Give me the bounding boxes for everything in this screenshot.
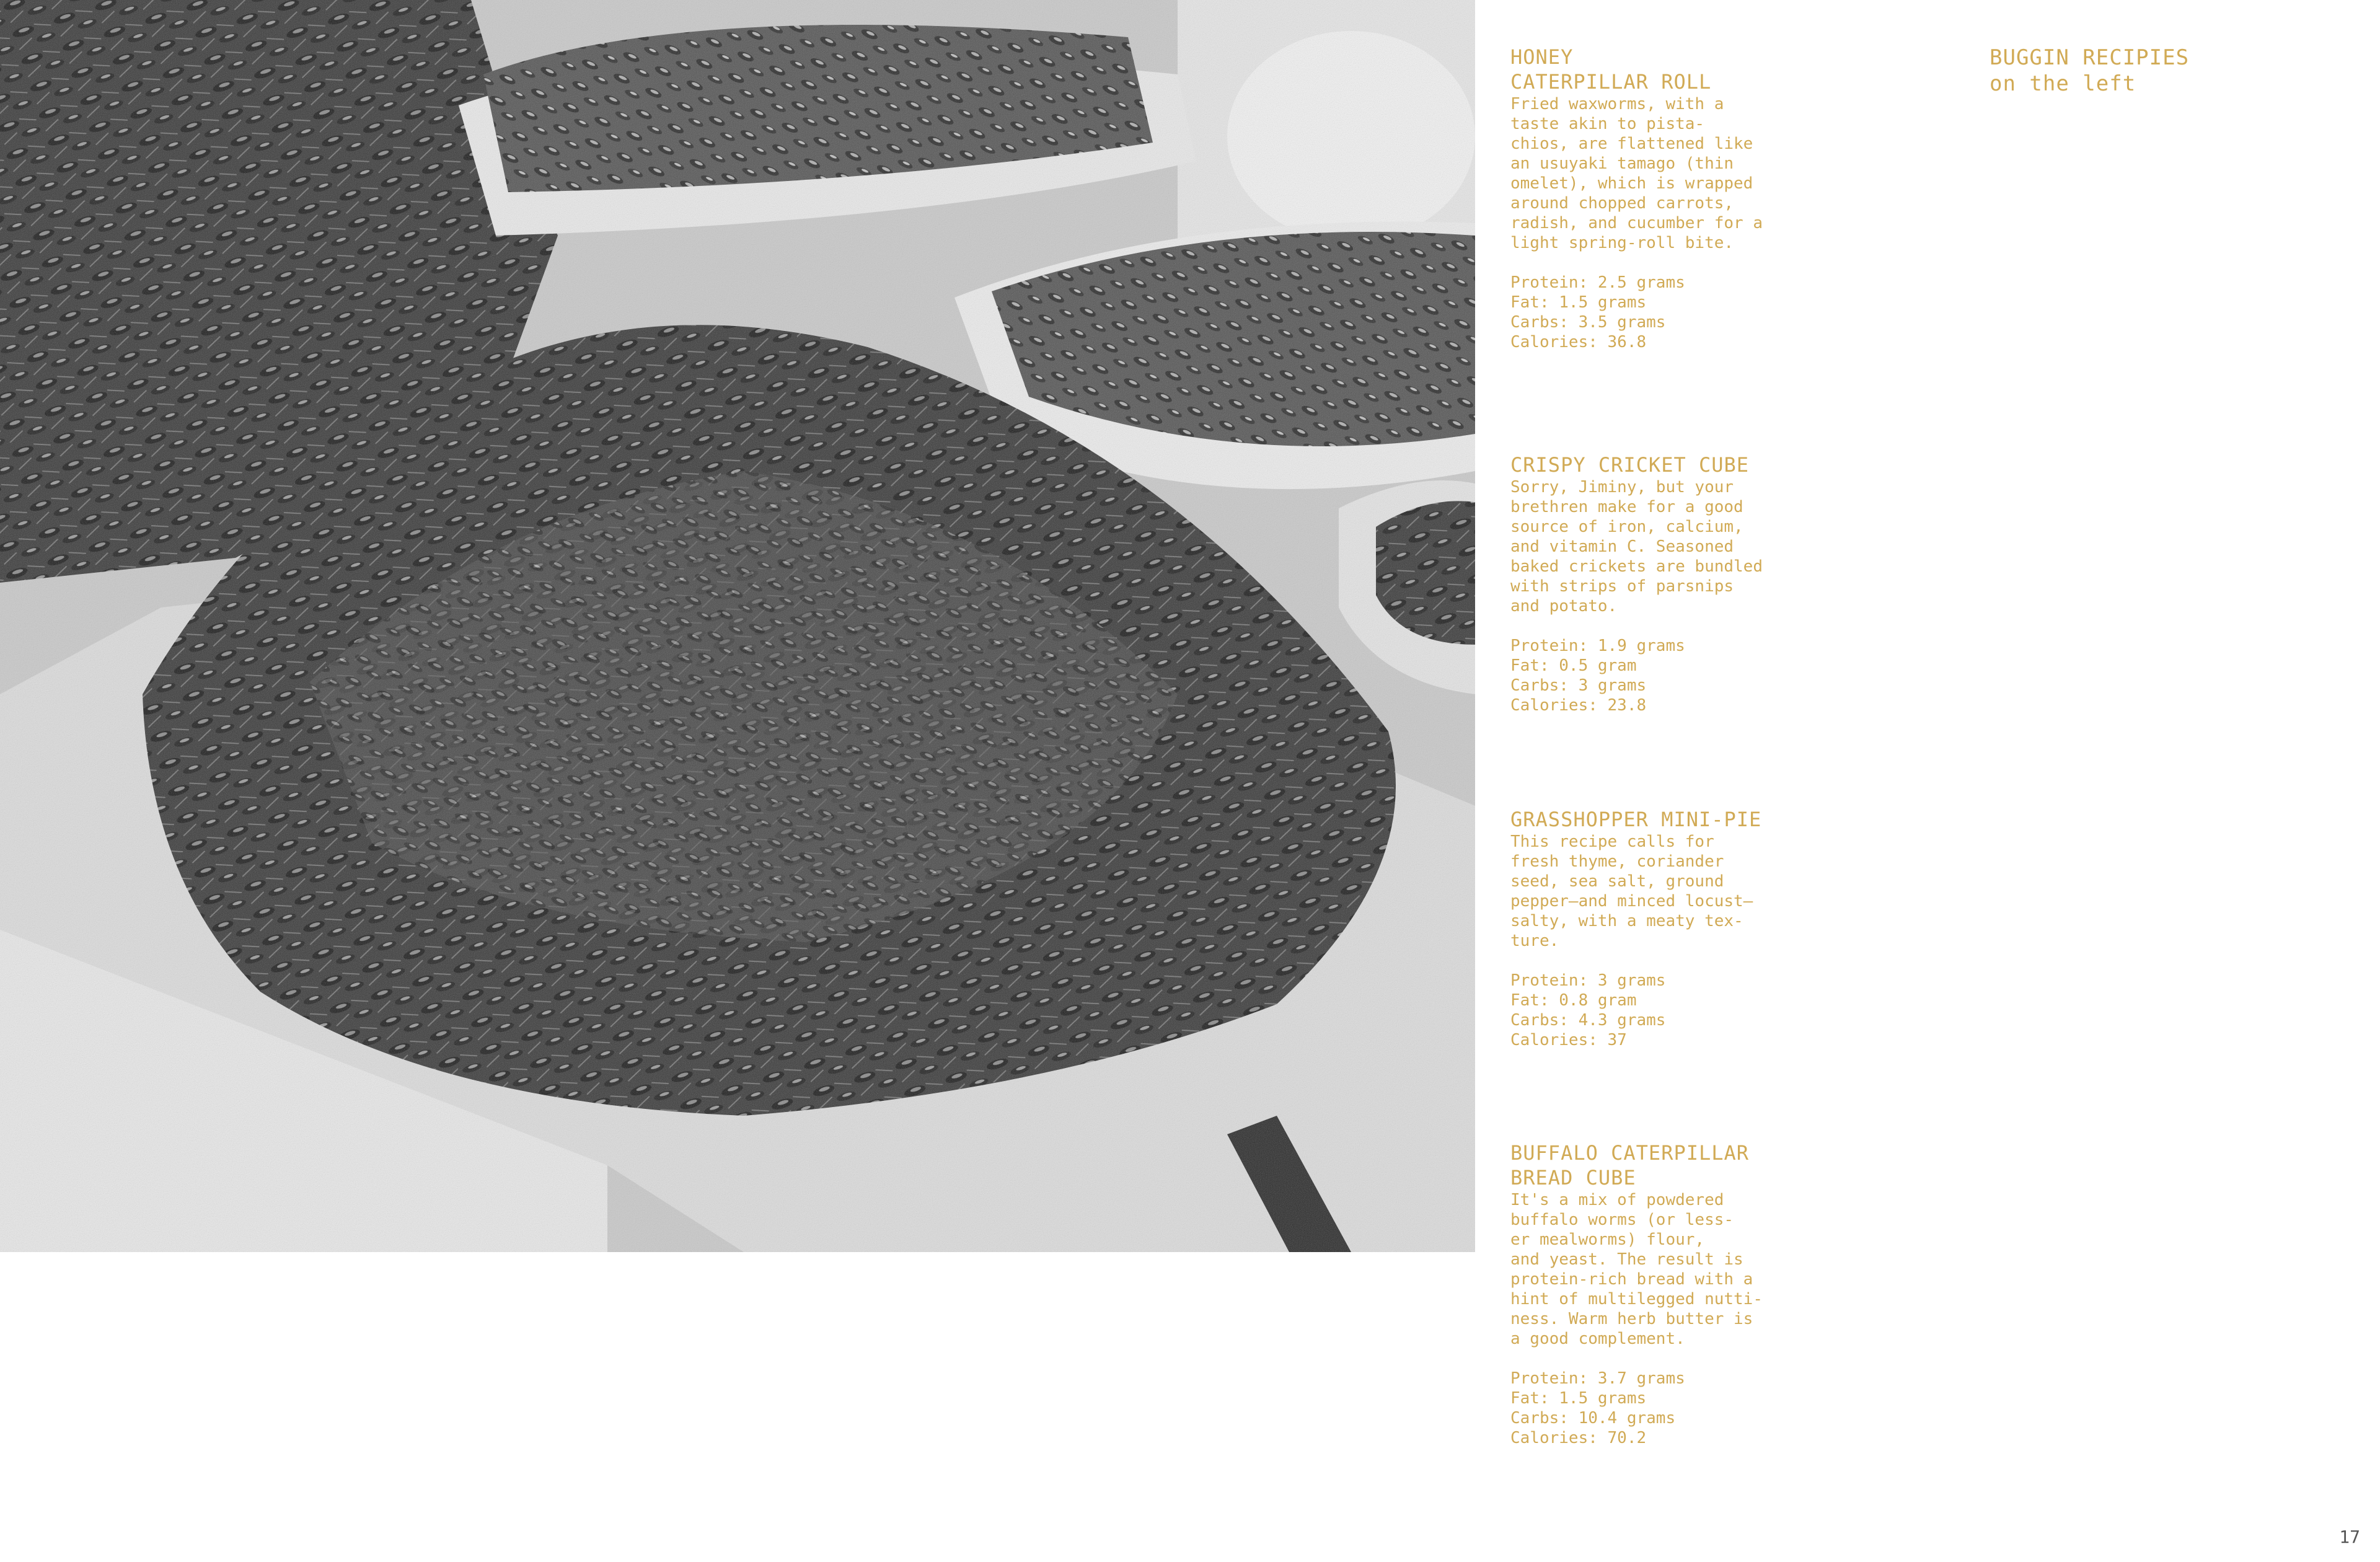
recipe-title: CRISPY CRICKET CUBE [1510,453,1750,477]
recipe-grasshopper-mini-pie [1510,807,1833,1050]
recipe-title: GRASSHOPPER MINI-PIE [1510,808,1762,831]
insect-market-photo [0,0,1475,1252]
nutrition-facts [1510,971,1833,1050]
nutrition-calories: Calories: 70.2 [1510,1429,1647,1447]
nutrition-carbs: Carbs: 4.3 grams [1510,1011,1666,1030]
recipe-description: It's a mix of powdered buffalo worms (or less- er mealworms) flour, and yeast. The result is protein-rich bread with a hint of multilegged nutti- ness. Warm herb butter is a good complement. [1510,1191,1763,1348]
nutrition-carbs: Carbs: 3 grams [1510,676,1647,695]
recipe-buffalo-caterpillar-bread-cube [1510,1141,1833,1448]
recipe-crispy-cricket-cube [1510,452,1833,715]
recipe-title: BUFFALO CATERPILLAR BREAD CUBE [1510,1141,1750,1189]
nutrition-facts [1510,1369,1833,1448]
section-title: BUGGIN RECIPIES [1990,45,2190,70]
nutrition-calories: Calories: 23.8 [1510,696,1647,715]
section-header [1990,45,2189,97]
nutrition-protein: Protein: 3 grams [1510,971,1666,990]
nutrition-fat: Fat: 1.5 grams [1510,293,1647,312]
nutrition-calories: Calories: 36.8 [1510,333,1647,351]
recipe-honey-caterpillar-roll [1510,45,1833,352]
nutrition-protein: Protein: 3.7 grams [1510,1369,1685,1388]
section-subtitle: on the left [1990,71,2136,96]
nutrition-facts [1510,636,1833,715]
nutrition-fat: Fat: 1.5 grams [1510,1389,1647,1408]
recipe-description: This recipe calls for fresh thyme, coriander seed, sea salt, ground pepper—and minced locust— salty, with a meaty tex- ture. [1510,832,1753,950]
photo-fried-insects-icon [0,0,1475,1252]
recipe-title: HONEY CATERPILLAR ROLL [1510,45,1712,94]
nutrition-carbs: Carbs: 10.4 grams [1510,1409,1676,1427]
nutrition-fat: Fat: 0.5 gram [1510,656,1637,675]
recipe-description: Fried waxworms, with a taste akin to pista- chios, are flattened like an usuyaki tamago (thin omelet), which is wrapped around chopped carrots, radish, and cucumber for a light spring-roll bite. [1510,95,1763,252]
nutrition-fat: Fat: 0.8 gram [1510,991,1637,1010]
nutrition-facts [1510,273,1833,352]
nutrition-protein: Protein: 1.9 grams [1510,637,1685,655]
nutrition-calories: Calories: 37 [1510,1031,1627,1049]
recipe-description: Sorry, Jiminy, but your brethren make for a good source of iron, calcium, and vitamin C. Seasoned baked crickets are bundled with strips of parsnips and potato. [1510,478,1763,616]
nutrition-carbs: Carbs: 3.5 grams [1510,313,1666,332]
page-number: 17 [2339,1527,2360,1547]
nutrition-protein: Protein: 2.5 grams [1510,273,1685,292]
